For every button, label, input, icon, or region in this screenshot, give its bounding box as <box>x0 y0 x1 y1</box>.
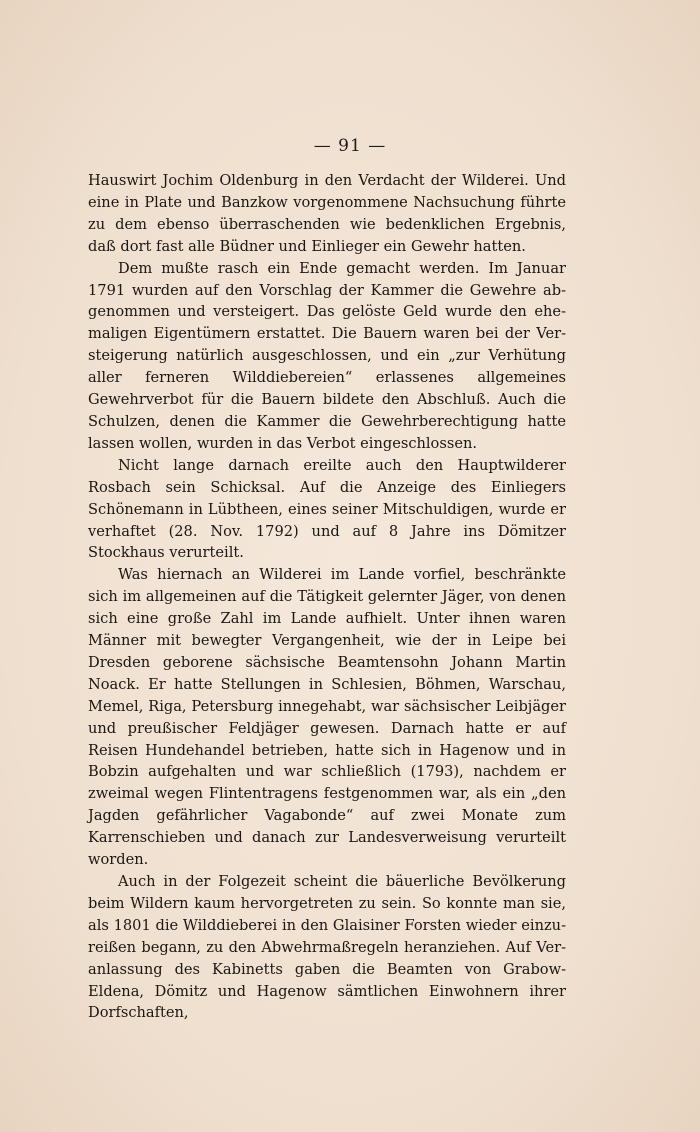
page-number: — 91 — <box>313 136 387 156</box>
paragraph-5: Auch in der Folgezeit scheint die bäuerliche Bevölkerung beim Wildern kaum hervorgetreten zu sein. So konnte man sie, als 1801 die Wilddieberei in den Glaisiner Forsten wieder einzureißen begann, zu den Abwehrmaßregeln heranziehen. Auf Veranlassung des Kabinetts gaben die Beamten von Grabow-Eldena, Dömitz und Hagenow sämtlichen Einwohnern ihrer Dorfschaften, <box>88 873 566 1022</box>
paragraph-1: Hauswirt Jochim Oldenburg in den Verdacht der Wilderei. Und eine in Plate und Banzkow vorgenommene Nachsuchung führte zu dem ebenso überraschenden wie bedenklichen Ergebnis, daß dort fast alle Büdner und Einlieger ein Gewehr hatten. <box>88 172 566 255</box>
paragraph-3: Nicht lange darnach ereilte auch den Hauptwilderer Rosbach sein Schicksal. Auf die Anzeige des Einliegers Schönemann in Lübtheen, eines seiner Mitschuldigen, wurde er verhaftet (28. Nov. 1792) und auf 8 Jahre ins Dömitzer Stockhaus verurteilt. <box>88 456 566 562</box>
body-text <box>88 170 566 1024</box>
paragraph-4: Was hiernach an Wilderei im Lande vorfiel, beschränkte sich im allgemeinen auf die Tätigkeit gelernter Jäger, von denen sich eine große Zahl im Lande aufhielt. Unter ihnen waren Männer mit bewegter Vergangenheit, wie der in Leipe bei Dresden geborene sächsische Beamtensohn Johann Martin Noack. Er hatte Stellungen in Schlesien, Böhmen, Warschau, Memel, Riga, Petersburg innegehabt, war sächsischer Leibjäger und preußischer Feldjäger gewesen. Darnach hatte er auf Reisen Hundehandel betrieben, hatte sich in Hagenow und in Bobzin aufgehalten und war schließlich (1793), nachdem er zweimal wegen Flintentragens festgenommen war, als ein „den Jagden gefährlicher Vagabonde“ auf zwei Monate zum Karrenschieben und danach zur Landesverweisung verurteilt worden. <box>88 566 566 869</box>
paragraph-2: Dem mußte rasch ein Ende gemacht werden. Im Januar 1791 wurden auf den Vorschlag der Kammer die Gewehre abgenommen und versteigert. Das gelöste Geld wurde den ehemaligen Eigentümern erstattet. Die Bauern waren bei der Versteigerung natürlich ausgeschlossen, und ein „zur Verhütung aller ferneren Wilddiebereien“ erlassenes allgemeines Gewehrverbot für die Bauern bildete den Abschluß. Auch die Schulzen, denen die Kammer die Gewehrberechtigung hatte lassen wollen, wurden in das Verbot eingeschlossen. <box>88 259 566 452</box>
